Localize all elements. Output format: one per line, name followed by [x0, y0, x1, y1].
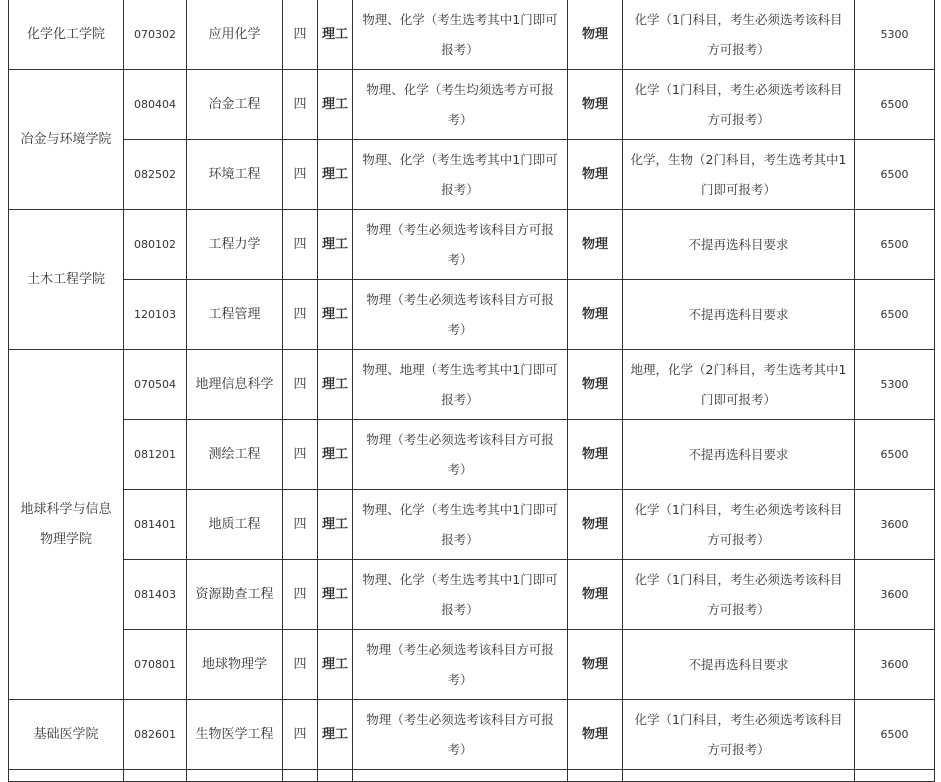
major-code-cell: 070504	[124, 350, 187, 420]
major-name-cell: 生物医学工程	[187, 700, 283, 770]
first-subject-requirement-cell: 物理（考生必须选考该科目方可报考）	[353, 700, 568, 770]
first-subject-cell: 物理	[568, 210, 623, 280]
major-code-cell: 070801	[124, 630, 187, 700]
tuition-fee-cell: 3600	[855, 560, 935, 630]
first-subject-requirement-cell: 物理、地理（考生选考其中1门即可报考）	[353, 350, 568, 420]
table-row	[9, 210, 935, 280]
tuition-fee-cell: 6500	[855, 210, 935, 280]
table-row	[9, 0, 935, 70]
tuition-fee-cell: 5300	[855, 0, 935, 70]
major-code-cell: 080102	[124, 210, 187, 280]
years-cell: 四	[283, 560, 318, 630]
major-name-cell: 冶金工程	[187, 70, 283, 140]
category-cell: 理工	[318, 350, 353, 420]
tuition-fee-cell: 3600	[855, 630, 935, 700]
first-subject-cell: 物理	[568, 280, 623, 350]
majors-table	[8, 0, 935, 782]
first-subject-requirement-cell: 物理（考生必须选考该科目方可报考）	[353, 630, 568, 700]
years-cell: 四	[283, 70, 318, 140]
table-row	[9, 560, 935, 630]
empty-cell	[855, 770, 935, 782]
years-cell: 四	[283, 350, 318, 420]
category-cell: 理工	[318, 140, 353, 210]
second-subject-requirement-cell: 化学，生物（2门科目，考生选考其中1门即可报考）	[623, 140, 855, 210]
major-code-cell: 082601	[124, 700, 187, 770]
first-subject-requirement-cell: 物理、化学（考生选考其中1门即可报考）	[353, 140, 568, 210]
category-cell: 理工	[318, 420, 353, 490]
second-subject-requirement-cell: 化学（1门科目，考生必须选考该科目方可报考）	[623, 0, 855, 70]
first-subject-cell: 物理	[568, 0, 623, 70]
table-row	[9, 350, 935, 420]
empty-cell	[623, 770, 855, 782]
major-code-cell: 081401	[124, 490, 187, 560]
second-subject-requirement-cell: 不提再选科目要求	[623, 630, 855, 700]
empty-cell	[124, 770, 187, 782]
years-cell: 四	[283, 700, 318, 770]
first-subject-cell: 物理	[568, 140, 623, 210]
empty-cell	[353, 770, 568, 782]
years-cell: 四	[283, 140, 318, 210]
major-code-cell: 081403	[124, 560, 187, 630]
major-name-cell: 资源勘查工程	[187, 560, 283, 630]
category-cell: 理工	[318, 560, 353, 630]
empty-cell	[318, 770, 353, 782]
major-code-cell: 070302	[124, 0, 187, 70]
tuition-fee-cell: 6500	[855, 420, 935, 490]
empty-cell	[187, 770, 283, 782]
category-cell: 理工	[318, 280, 353, 350]
major-code-cell: 082502	[124, 140, 187, 210]
first-subject-requirement-cell: 物理（考生必须选考该科目方可报考）	[353, 420, 568, 490]
second-subject-requirement-cell: 化学（1门科目，考生必须选考该科目方可报考）	[623, 70, 855, 140]
category-cell: 理工	[318, 630, 353, 700]
years-cell: 四	[283, 0, 318, 70]
first-subject-cell: 物理	[568, 560, 623, 630]
tuition-fee-cell: 6500	[855, 70, 935, 140]
second-subject-requirement-cell: 化学（1门科目，考生必须选考该科目方可报考）	[623, 560, 855, 630]
major-name-cell: 工程管理	[187, 280, 283, 350]
years-cell: 四	[283, 630, 318, 700]
tuition-fee-cell: 3600	[855, 490, 935, 560]
second-subject-requirement-cell: 地理，化学（2门科目，考生选考其中1门即可报考）	[623, 350, 855, 420]
years-cell: 四	[283, 490, 318, 560]
major-name-cell: 地理信息科学	[187, 350, 283, 420]
table-body	[9, 0, 935, 782]
first-subject-cell: 物理	[568, 350, 623, 420]
table-row	[9, 700, 935, 770]
major-name-cell: 测绘工程	[187, 420, 283, 490]
category-cell: 理工	[318, 700, 353, 770]
first-subject-requirement-cell: 物理（考生必须选考该科目方可报考）	[353, 210, 568, 280]
first-subject-requirement-cell: 物理、化学（考生均须选考方可报考）	[353, 70, 568, 140]
first-subject-cell: 物理	[568, 700, 623, 770]
empty-cell	[283, 770, 318, 782]
empty-cell	[568, 770, 623, 782]
first-subject-cell: 物理	[568, 70, 623, 140]
first-subject-requirement-cell: 物理、化学（考生选考其中1门即可报考）	[353, 560, 568, 630]
college-cell: 化学化工学院	[9, 0, 124, 70]
tuition-fee-cell: 6500	[855, 140, 935, 210]
first-subject-requirement-cell: 物理（考生必须选考该科目方可报考）	[353, 280, 568, 350]
major-code-cell: 081201	[124, 420, 187, 490]
category-cell: 理工	[318, 210, 353, 280]
second-subject-requirement-cell: 化学（1门科目，考生必须选考该科目方可报考）	[623, 490, 855, 560]
college-cell: 冶金与环境学院	[9, 70, 124, 210]
tuition-fee-cell: 6500	[855, 280, 935, 350]
years-cell: 四	[283, 210, 318, 280]
first-subject-requirement-cell: 物理、化学（考生选考其中1门即可报考）	[353, 0, 568, 70]
second-subject-requirement-cell: 不提再选科目要求	[623, 210, 855, 280]
tuition-fee-cell: 6500	[855, 700, 935, 770]
college-cell: 地球科学与信息物理学院	[9, 350, 124, 700]
table-row-partial	[9, 770, 935, 782]
major-name-cell: 应用化学	[187, 0, 283, 70]
table-row	[9, 420, 935, 490]
category-cell: 理工	[318, 490, 353, 560]
second-subject-requirement-cell: 不提再选科目要求	[623, 280, 855, 350]
table-row	[9, 490, 935, 560]
first-subject-cell: 物理	[568, 420, 623, 490]
college-cell: 土木工程学院	[9, 210, 124, 350]
years-cell: 四	[283, 420, 318, 490]
college-cell: 基础医学院	[9, 700, 124, 770]
tuition-fee-cell: 5300	[855, 350, 935, 420]
second-subject-requirement-cell: 化学（1门科目，考生必须选考该科目方可报考）	[623, 700, 855, 770]
table-row	[9, 630, 935, 700]
years-cell: 四	[283, 280, 318, 350]
major-name-cell: 工程力学	[187, 210, 283, 280]
major-name-cell: 环境工程	[187, 140, 283, 210]
major-code-cell: 080404	[124, 70, 187, 140]
empty-cell	[9, 770, 124, 782]
table-row	[9, 140, 935, 210]
table-row	[9, 70, 935, 140]
major-code-cell: 120103	[124, 280, 187, 350]
first-subject-requirement-cell: 物理、化学（考生选考其中1门即可报考）	[353, 490, 568, 560]
second-subject-requirement-cell: 不提再选科目要求	[623, 420, 855, 490]
first-subject-cell: 物理	[568, 630, 623, 700]
first-subject-cell: 物理	[568, 490, 623, 560]
table-row	[9, 280, 935, 350]
major-name-cell: 地质工程	[187, 490, 283, 560]
major-name-cell: 地球物理学	[187, 630, 283, 700]
category-cell: 理工	[318, 70, 353, 140]
category-cell: 理工	[318, 0, 353, 70]
